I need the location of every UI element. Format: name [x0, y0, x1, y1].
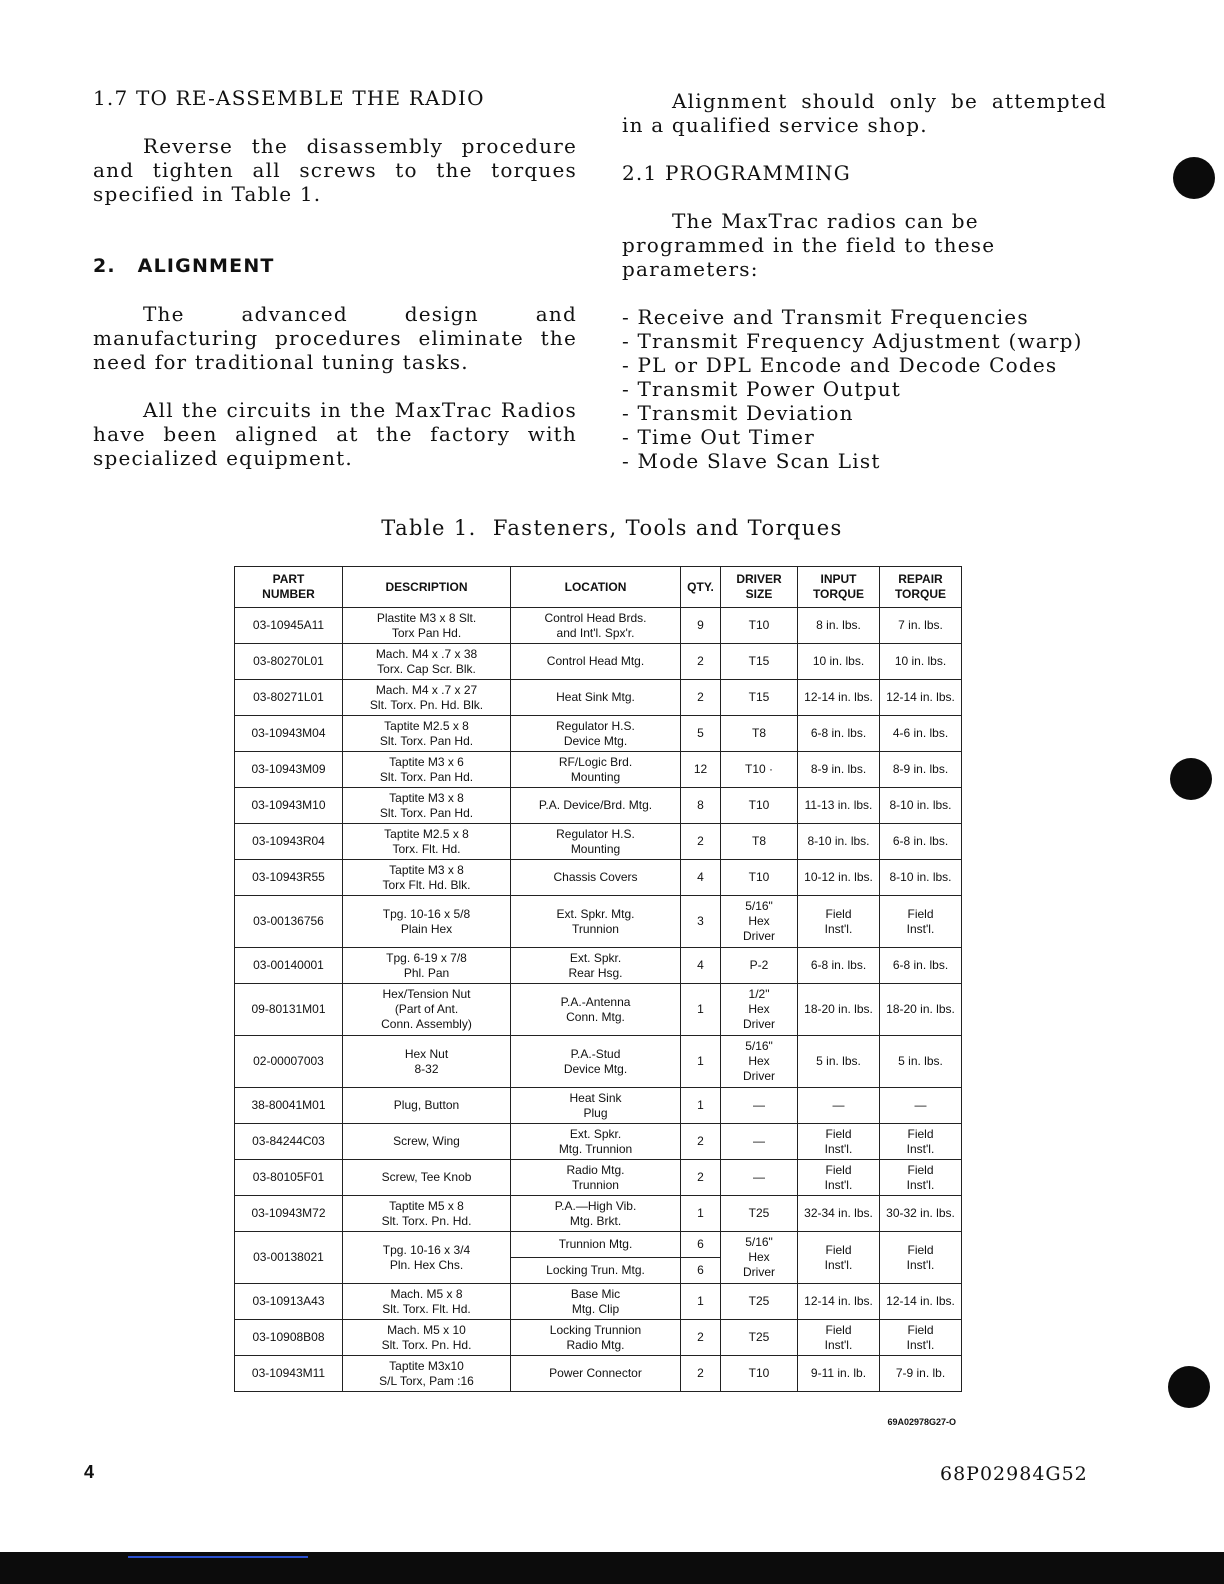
cell-part-number: 03-10943R04: [235, 824, 343, 860]
cell-input-torque: —: [798, 1088, 880, 1124]
cell-input-torque: Field Inst'l.: [798, 1320, 880, 1356]
header-input-torque: INPUT TORQUE: [798, 567, 880, 608]
cell-description: Taptite M3x10 S/L Torx, Pam :16: [343, 1356, 511, 1392]
section-1-7-body: Reverse the disassembly procedure and tighten all screws to the torques specified in Table 1.: [93, 134, 577, 206]
cell-repair-torque: —: [880, 1088, 962, 1124]
cell-qty: 1: [681, 1284, 721, 1320]
cell-repair-torque: 10 in. lbs.: [880, 644, 962, 680]
table-row: [235, 1356, 962, 1392]
cell-description: Hex Nut 8-32: [343, 1036, 511, 1088]
cell-part-number: 03-84244C03: [235, 1124, 343, 1160]
punch-hole-top: [1173, 157, 1215, 199]
cell-part-number: 03-80105F01: [235, 1160, 343, 1196]
table-row: [235, 860, 962, 896]
right-column: [622, 89, 1107, 473]
cell-driver-size: T10: [721, 788, 798, 824]
cell-qty: 8: [681, 788, 721, 824]
cell-repair-torque: Field Inst'l.: [880, 1320, 962, 1356]
cell-qty: 5: [681, 716, 721, 752]
section-2-para2: All the circuits in the MaxTrac Radios have been aligned at the factory with specialized equipment.: [93, 398, 577, 470]
cell-repair-torque: Field Inst'l.: [880, 1160, 962, 1196]
header-driver-size: DRIVER SIZE: [721, 567, 798, 608]
table-row: [235, 1124, 962, 1160]
cell-location: Locking Trunnion Radio Mtg.: [511, 1320, 681, 1356]
cell-part-number: 03-10943M10: [235, 788, 343, 824]
cell-location: Locking Trun. Mtg.: [511, 1258, 681, 1284]
header-repair-torque: REPAIR TORQUE: [880, 567, 962, 608]
cell-repair-torque: 8-9 in. lbs.: [880, 752, 962, 788]
cell-driver-size: —: [721, 1088, 798, 1124]
cell-driver-size: T10 ·: [721, 752, 798, 788]
section-1-7-heading: 1.7 TO RE-ASSEMBLE THE RADIO: [93, 86, 485, 110]
table-row: [235, 680, 962, 716]
cell-driver-size: T10: [721, 1356, 798, 1392]
cell-description: Taptite M3 x 8 Slt. Torx. Pan Hd.: [343, 788, 511, 824]
cell-driver-size: T10: [721, 608, 798, 644]
cell-qty: 2: [681, 680, 721, 716]
cell-input-torque: 6-8 in. lbs.: [798, 948, 880, 984]
cell-qty: 1: [681, 1036, 721, 1088]
cell-part-number: 38-80041M01: [235, 1088, 343, 1124]
cell-repair-torque: 6-8 in. lbs.: [880, 948, 962, 984]
cell-location: Trunnion Mtg.: [511, 1232, 681, 1258]
cell-qty: 6: [681, 1258, 721, 1284]
cell-driver-size: —: [721, 1124, 798, 1160]
cell-repair-torque: 4-6 in. lbs.: [880, 716, 962, 752]
cell-location: Power Connector: [511, 1356, 681, 1392]
parameter-item: - Transmit Power Output: [622, 377, 902, 401]
cell-input-torque: 9-11 in. lb.: [798, 1356, 880, 1392]
cell-part-number: 03-80271L01: [235, 680, 343, 716]
table-row: [235, 1088, 962, 1124]
cell-input-torque: 8-9 in. lbs.: [798, 752, 880, 788]
cell-input-torque: Field Inst'l.: [798, 1232, 880, 1284]
cell-input-torque: Field Inst'l.: [798, 896, 880, 948]
table-row: [235, 1036, 962, 1088]
cell-input-torque: 10 in. lbs.: [798, 644, 880, 680]
programming-intro: The MaxTrac radios can be programmed in the field to these parameters:: [622, 209, 996, 281]
cell-driver-size: T15: [721, 680, 798, 716]
cell-location: Heat Sink Plug: [511, 1088, 681, 1124]
cell-location: RF/Logic Brd. Mounting: [511, 752, 681, 788]
cell-location: Control Head Mtg.: [511, 644, 681, 680]
cell-description: Taptite M3 x 8 Torx Flt. Hd. Blk.: [343, 860, 511, 896]
document-number: 68P02984G52: [940, 1463, 1088, 1485]
cell-part-number: 03-10943M04: [235, 716, 343, 752]
cell-description: Mach. M5 x 8 Slt. Torx. Flt. Hd.: [343, 1284, 511, 1320]
figure-id: 69A02978G27-O: [887, 1417, 956, 1427]
scan-blue-line: [128, 1556, 308, 1558]
cell-location: Control Head Brds. and Int'l. Spx'r.: [511, 608, 681, 644]
section-2-heading: [93, 254, 577, 278]
cell-location: P.A.-Stud Device Mtg.: [511, 1036, 681, 1088]
page-number: 4: [84, 1462, 95, 1482]
cell-driver-size: 5/16" Hex Driver: [721, 1232, 798, 1284]
table-row: [235, 1232, 962, 1258]
cell-part-number: 03-10943M11: [235, 1356, 343, 1392]
cell-location: Chassis Covers: [511, 860, 681, 896]
cell-driver-size: 5/16" Hex Driver: [721, 896, 798, 948]
cell-part-number: 03-00136756: [235, 896, 343, 948]
table-row: [235, 1160, 962, 1196]
cell-location: Ext. Spkr. Rear Hsg.: [511, 948, 681, 984]
cell-qty: 1: [681, 1196, 721, 1232]
cell-repair-torque: Field Inst'l.: [880, 1232, 962, 1284]
cell-part-number: 03-00138021: [235, 1232, 343, 1284]
cell-description: Mach. M4 x .7 x 38 Torx. Cap Scr. Blk.: [343, 644, 511, 680]
cell-input-torque: Field Inst'l.: [798, 1160, 880, 1196]
cell-qty: 2: [681, 1320, 721, 1356]
parameter-list: [622, 305, 1107, 473]
cell-part-number: 03-10913A43: [235, 1284, 343, 1320]
cell-input-torque: 11-13 in. lbs.: [798, 788, 880, 824]
cell-part-number: 03-10943M09: [235, 752, 343, 788]
header-qty: QTY.: [681, 567, 721, 608]
cell-input-torque: 6-8 in. lbs.: [798, 716, 880, 752]
cell-part-number: 03-10943R55: [235, 860, 343, 896]
punch-hole-bottom: [1168, 1366, 1210, 1408]
cell-repair-torque: 30-32 in. lbs.: [880, 1196, 962, 1232]
cell-driver-size: P-2: [721, 948, 798, 984]
cell-qty: 2: [681, 1356, 721, 1392]
cell-location: P.A.—High Vib. Mtg. Brkt.: [511, 1196, 681, 1232]
cell-description: Tpg. 10-16 x 3/4 Pln. Hex Chs.: [343, 1232, 511, 1284]
section-2-1-heading: 2.1 PROGRAMMING: [622, 161, 851, 185]
table-row: [235, 896, 962, 948]
cell-qty: 6: [681, 1232, 721, 1258]
cell-location: P.A. Device/Brd. Mtg.: [511, 788, 681, 824]
table-body: [235, 608, 962, 1392]
cell-qty: 2: [681, 824, 721, 860]
cell-input-torque: 32-34 in. lbs.: [798, 1196, 880, 1232]
cell-description: Tpg. 10-16 x 5/8 Plain Hex: [343, 896, 511, 948]
header-description: DESCRIPTION: [343, 567, 511, 608]
cell-qty: 2: [681, 1124, 721, 1160]
cell-description: Screw, Tee Knob: [343, 1160, 511, 1196]
punch-hole-middle: [1170, 758, 1212, 800]
cell-location: Heat Sink Mtg.: [511, 680, 681, 716]
cell-driver-size: T25: [721, 1284, 798, 1320]
table-row: [235, 1196, 962, 1232]
cell-driver-size: T25: [721, 1196, 798, 1232]
cell-driver-size: T15: [721, 644, 798, 680]
table-header-row: [235, 567, 962, 608]
header-part-number: PART NUMBER: [235, 567, 343, 608]
cell-location: Radio Mtg. Trunnion: [511, 1160, 681, 1196]
section-2-para1: The advanced design and manufacturing procedures eliminate the need for traditional tuning tasks.: [93, 302, 577, 374]
cell-repair-torque: 8-10 in. lbs.: [880, 860, 962, 896]
cell-driver-size: 5/16" Hex Driver: [721, 1036, 798, 1088]
cell-description: Tpg. 6-19 x 7/8 Phl. Pan: [343, 948, 511, 984]
table-row: [235, 608, 962, 644]
table-row: [235, 788, 962, 824]
cell-description: Plastite M3 x 8 Slt. Torx Pan Hd.: [343, 608, 511, 644]
cell-qty: 12: [681, 752, 721, 788]
fasteners-table: [234, 566, 962, 1392]
cell-part-number: 09-80131M01: [235, 984, 343, 1036]
table-row: [235, 752, 962, 788]
parameter-item: - PL or DPL Encode and Decode Codes: [622, 353, 1058, 377]
cell-repair-torque: 6-8 in. lbs.: [880, 824, 962, 860]
cell-qty: 3: [681, 896, 721, 948]
cell-description: Taptite M3 x 6 Slt. Torx. Pan Hd.: [343, 752, 511, 788]
left-column: [93, 86, 577, 470]
cell-qty: 1: [681, 1088, 721, 1124]
table-row: [235, 948, 962, 984]
header-location: LOCATION: [511, 567, 681, 608]
cell-driver-size: T10: [721, 860, 798, 896]
section-2-number: 2.: [93, 255, 116, 277]
cell-driver-size: —: [721, 1160, 798, 1196]
cell-location: Regulator H.S. Device Mtg.: [511, 716, 681, 752]
table-row: [235, 984, 962, 1036]
section-2-title: ALIGNMENT: [137, 255, 275, 277]
cell-description: Screw, Wing: [343, 1124, 511, 1160]
table-row: [235, 824, 962, 860]
parameter-item: - Transmit Deviation: [622, 401, 854, 425]
cell-location: Ext. Spkr. Mtg. Trunnion: [511, 896, 681, 948]
cell-repair-torque: 7 in. lbs.: [880, 608, 962, 644]
cell-input-torque: 8-10 in. lbs.: [798, 824, 880, 860]
cell-repair-torque: 18-20 in. lbs.: [880, 984, 962, 1036]
cell-location: P.A.-Antenna Conn. Mtg.: [511, 984, 681, 1036]
cell-qty: 9: [681, 608, 721, 644]
table-row: [235, 644, 962, 680]
cell-input-torque: 8 in. lbs.: [798, 608, 880, 644]
cell-input-torque: 12-14 in. lbs.: [798, 680, 880, 716]
cell-repair-torque: 8-10 in. lbs.: [880, 788, 962, 824]
cell-part-number: 03-10943M72: [235, 1196, 343, 1232]
table-row: [235, 1320, 962, 1356]
cell-input-torque: 5 in. lbs.: [798, 1036, 880, 1088]
cell-location: Ext. Spkr. Mtg. Trunnion: [511, 1124, 681, 1160]
alignment-note: Alignment should only be attempted in a qualified service shop.: [622, 89, 1107, 137]
cell-input-torque: Field Inst'l.: [798, 1124, 880, 1160]
cell-driver-size: 1/2" Hex Driver: [721, 984, 798, 1036]
cell-description: Hex/Tension Nut (Part of Ant. Conn. Assembly): [343, 984, 511, 1036]
parameter-item: - Transmit Frequency Adjustment (warp): [622, 329, 1083, 353]
cell-description: Mach. M4 x .7 x 27 Slt. Torx. Pn. Hd. Blk.: [343, 680, 511, 716]
cell-qty: 4: [681, 860, 721, 896]
cell-description: Taptite M2.5 x 8 Torx. Flt. Hd.: [343, 824, 511, 860]
cell-driver-size: T25: [721, 1320, 798, 1356]
cell-qty: 1: [681, 984, 721, 1036]
cell-part-number: 03-10945A11: [235, 608, 343, 644]
parameter-item: - Mode Slave Scan List: [622, 449, 881, 473]
table-row: [235, 1284, 962, 1320]
cell-part-number: 03-00140001: [235, 948, 343, 984]
cell-location: Regulator H.S. Mounting: [511, 824, 681, 860]
cell-repair-torque: 5 in. lbs.: [880, 1036, 962, 1088]
cell-driver-size: T8: [721, 716, 798, 752]
cell-qty: 2: [681, 644, 721, 680]
cell-input-torque: 12-14 in. lbs.: [798, 1284, 880, 1320]
cell-description: Plug, Button: [343, 1088, 511, 1124]
cell-repair-torque: 12-14 in. lbs.: [880, 1284, 962, 1320]
cell-part-number: 03-10908B08: [235, 1320, 343, 1356]
cell-input-torque: 18-20 in. lbs.: [798, 984, 880, 1036]
table-row: [235, 716, 962, 752]
cell-repair-torque: 12-14 in. lbs.: [880, 680, 962, 716]
cell-description: Taptite M2.5 x 8 Slt. Torx. Pan Hd.: [343, 716, 511, 752]
parameter-item: - Time Out Timer: [622, 425, 815, 449]
cell-driver-size: T8: [721, 824, 798, 860]
cell-qty: 4: [681, 948, 721, 984]
parameter-item: - Receive and Transmit Frequencies: [622, 305, 1029, 329]
table-caption: Table 1. Fasteners, Tools and Torques: [381, 516, 843, 540]
cell-input-torque: 10-12 in. lbs.: [798, 860, 880, 896]
cell-qty: 2: [681, 1160, 721, 1196]
cell-part-number: 02-00007003: [235, 1036, 343, 1088]
cell-description: Mach. M5 x 10 Slt. Torx. Pn. Hd.: [343, 1320, 511, 1356]
cell-location: Base Mic Mtg. Clip: [511, 1284, 681, 1320]
cell-part-number: 03-80270L01: [235, 644, 343, 680]
cell-repair-torque: 7-9 in. lb.: [880, 1356, 962, 1392]
cell-repair-torque: Field Inst'l.: [880, 896, 962, 948]
cell-description: Taptite M5 x 8 Slt. Torx. Pn. Hd.: [343, 1196, 511, 1232]
cell-repair-torque: Field Inst'l.: [880, 1124, 962, 1160]
